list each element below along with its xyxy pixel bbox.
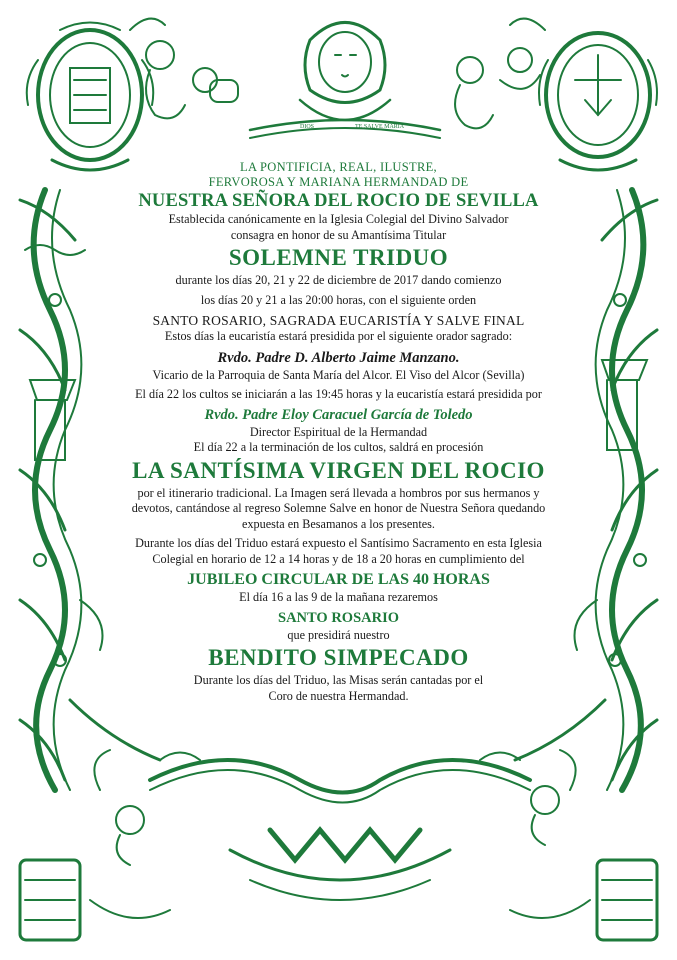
rosario-title: SANTO ROSARIO [278,609,399,626]
orator-1-description: Vicario de la Parroquia de Santa María del Alcor. El Viso del Alcor (Sevilla) [152,367,525,382]
procession-line-4: Durante los días del Triduo estará expuesto el Santísimo Sacramento en esta Iglesia [135,536,542,550]
ribbon-text-left: DIOS [300,124,315,130]
header-line-1: LA PONTIFICIA, REAL, ILUSTRE, [240,160,437,174]
simpecado-line-2: Coro de nuestra Hermandad. [268,688,409,703]
cherub-musicians-icon [130,19,545,129]
triduo-order: SANTO ROSARIO, SAGRADA EUCARISTÍA Y SALVE FINAL [152,313,525,328]
procession-line-1: por el itinerario tradicional. La Imagen será llevada a hombros por sus hermanos y [137,485,540,500]
triduo-line-5: El día 22 a la terminación de los cultos, saldrá en procesión [193,440,484,454]
left-column-ornament-icon [20,190,85,790]
header-line-2: FERVOROSA Y MARIANA HERMANDAD DE [208,175,469,189]
virgin-face-icon [300,23,390,121]
orator-2-description: Director Espiritual de la Hermandad [249,424,428,439]
triduo-title: SOLEMNE TRIDUO [228,245,449,270]
orator-1-name: Rvdo. Padre D. Alberto Jaime Manzano. [217,349,460,366]
triduo-line-3: Estos días la eucaristía estará presidida por el siguiente orador sagrado: [164,329,513,343]
triduo-line-1: durante los días 20, 21 y 22 de diciembre de 2017 dando comienzo [175,273,502,287]
procession-line-3: expuesta en Besamanos a los presentes. [242,516,435,531]
procession-line-5: Colegial en horario de 12 a 14 horas y de 18 a 20 horas en cumplimiento del [152,551,525,566]
brotherhood-title: NUESTRA SEÑORA DEL ROCIO DE SEVILLA [138,191,539,211]
header-line-3: Establecida canónicamente en la Iglesia Colegial del Divino Salvador [168,212,509,226]
jubileo-line-1: El día 16 a las 9 de la mañana rezaremos [239,590,438,604]
header-line-4: consagra en honor de su Amantísima Titular [230,227,447,242]
triduo-line-4: El día 22 los cultos se iniciarán a las 19:45 horas y la eucaristía estará presidida por [135,387,542,401]
triduo-line-2: los días 20 y 21 a las 20:00 horas, con el siguiente orden [200,292,477,307]
orator-2-name: Rvdo. Padre Eloy Caracuel García de Toledo [204,406,473,423]
jubileo-title: JUBILEO CIRCULAR DE LAS 40 HORAS [187,571,490,588]
rosario-line-1: que presidirá nuestro [287,627,390,642]
document-body [92,160,585,704]
bottom-ornament-icon [20,750,657,940]
ribbon-text-right: TE SALVE MARIA [355,124,405,130]
coat-of-arms-right-icon [539,33,657,170]
procession-line-2: devotos, cantándose al regreso Solemne Salve en honor de Nuestra Señora quedando [131,501,546,515]
procession-title: LA SANTÍSIMA VIRGEN DEL ROCIO [132,457,545,483]
coat-of-arms-left-icon [27,23,154,171]
simpecado-title: BENDITO SIMPECADO [208,645,469,670]
simpecado-line-1: Durante los días del Triduo, las Misas serán cantadas por el [193,673,484,687]
